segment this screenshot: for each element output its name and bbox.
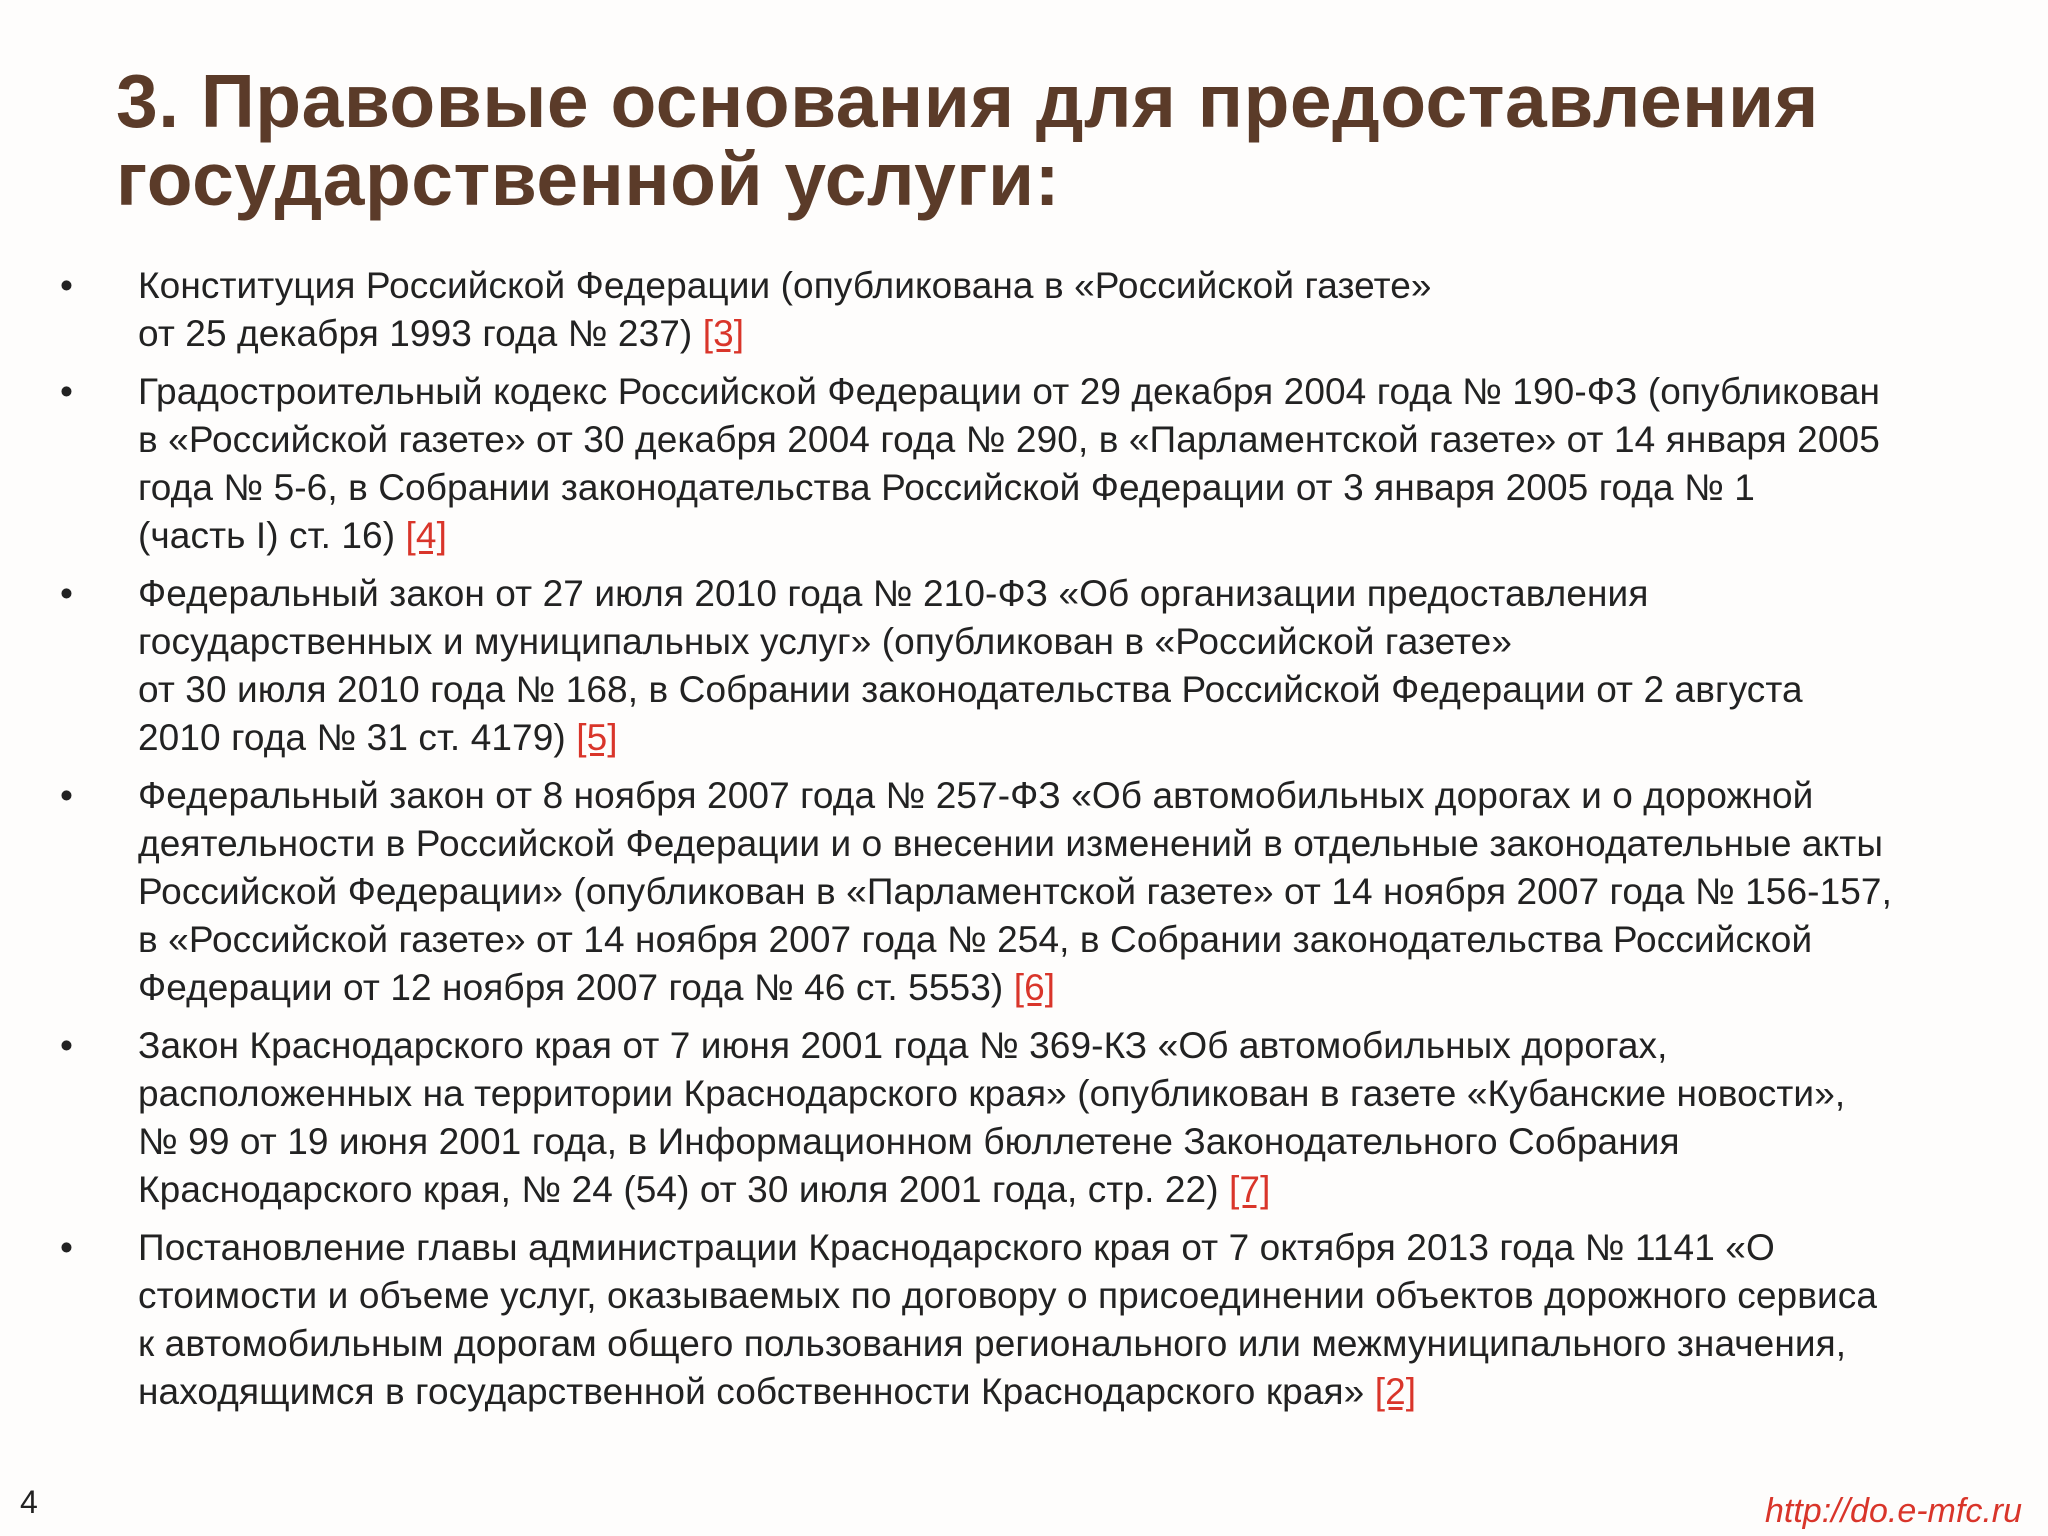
list-item-text: в «Российской газете» от 14 ноября 2007 года № 254, в Собрании законодательства Российской <box>138 919 1813 960</box>
footer-url-link[interactable]: http://do.e-mfc.ru <box>1765 1492 2022 1530</box>
list-item-text: Закон Краснодарского края от 7 июня 2001 года № 369-КЗ «Об автомобильных дорогах, <box>138 1025 1668 1066</box>
list-item-text: Конституция Российской Федерации (опубликована в «Российской газете» <box>138 265 1432 306</box>
bullet-icon: • <box>60 1227 73 1268</box>
list-item-text-line <box>138 1166 2020 1214</box>
list-item-text: Постановление главы администрации Краснодарского края от 7 октября 2013 года № 1141 «О <box>138 1227 1775 1268</box>
list-item-text-line <box>138 1070 2020 1118</box>
list-item-text-line <box>138 1272 2020 1320</box>
slide-title-line-1: 3. Правовые основания для предоставления <box>116 59 1819 143</box>
list-item-text-line <box>138 1022 2020 1070</box>
list-item-text-line <box>138 262 2020 310</box>
bullet-icon: • <box>60 573 73 614</box>
list-item-text: деятельности в Российской Федерации и о внесении изменений в отдельные законодательные акты <box>138 823 1884 864</box>
list-item-text: Федеральный закон от 27 июля 2010 года № 210-ФЗ «Об организации предоставления <box>138 573 1649 614</box>
list-item-text-line <box>138 964 2020 1012</box>
list-item-text-line <box>138 1368 2020 1416</box>
bullet-icon: • <box>60 265 73 306</box>
list-item-text-line <box>138 868 2020 916</box>
list-item-text: № 99 от 19 июня 2001 года, в Информационном бюллетене Законодательного Собрания <box>138 1121 1680 1162</box>
list-item-text: Российской Федерации» (опубликован в «Парламентской газете» от 14 ноября 2007 года № 156-157, <box>138 871 1892 912</box>
slide-title <box>116 59 1996 221</box>
list-item-text: года № 5-6, в Собрании законодательства Российской Федерации от 3 января 2005 года № 1 <box>138 467 1755 508</box>
list-item <box>60 1022 2020 1214</box>
legal-basis-list <box>60 262 2020 1426</box>
list-item-text-line <box>138 714 2020 762</box>
bullet-icon: • <box>60 775 73 816</box>
list-item-text: Градостроительный кодекс Российской Федерации от 29 декабря 2004 года № 190-ФЗ (опубликован <box>138 371 1881 412</box>
list-item-text-line <box>138 1224 2020 1272</box>
reference-link[interactable]: [7] <box>1229 1169 1271 1210</box>
list-item-text: Краснодарского края, № 24 (54) от 30 июля 2001 года, стр. 22) <box>138 1169 1219 1210</box>
page-number: 4 <box>20 1484 38 1520</box>
list-item-text-line <box>138 1118 2020 1166</box>
list-item-text: от 25 декабря 1993 года № 237) <box>138 313 693 354</box>
reference-link[interactable]: [2] <box>1374 1371 1417 1412</box>
list-item-text: стоимости и объеме услуг, оказываемых по договору о присоединении объектов дорожного сервиса <box>138 1275 1878 1316</box>
list-item-text-line <box>138 916 2020 964</box>
list-item-text: государственных и муниципальных услуг» (опубликован в «Российской газете» <box>138 621 1513 662</box>
list-item <box>60 368 2020 560</box>
list-item-text: (часть I) ст. 16) <box>138 515 396 556</box>
list-item-text-line <box>138 570 2020 618</box>
list-item-text: 2010 года № 31 ст. 4179) <box>138 717 566 758</box>
list-item-text: к автомобильным дорогам общего пользования регионального или межмуниципального значения, <box>138 1323 1847 1364</box>
list-item-text: Федеральный закон от 8 ноября 2007 года № 257-ФЗ «Об автомобильных дорогах и о дорожной <box>138 775 1814 816</box>
reference-link[interactable]: [5] <box>576 717 618 758</box>
reference-link[interactable]: [6] <box>1013 967 1056 1008</box>
list-item-text-line <box>138 618 2020 666</box>
slide-title-line-2: государственной услуги: <box>116 137 1061 221</box>
list-item-text: находящимся в государственной собственности Краснодарского края» <box>138 1371 1365 1412</box>
list-item <box>60 262 2020 358</box>
list-item-text-line <box>138 368 2020 416</box>
list-item-text: в «Российской газете» от 30 декабря 2004 года № 290, в «Парламентской газете» от 14 января 2005 <box>138 419 1880 460</box>
list-item <box>60 772 2020 1012</box>
bullet-icon: • <box>60 1025 73 1066</box>
list-item <box>60 570 2020 762</box>
reference-link[interactable]: [4] <box>405 515 447 556</box>
list-item-text-line <box>138 820 2020 868</box>
list-item-text-line <box>138 310 2020 358</box>
list-item <box>60 1224 2020 1416</box>
list-item-text-line <box>138 666 2020 714</box>
list-item-text: Федерации от 12 ноября 2007 года № 46 ст. 5553) <box>138 967 1004 1008</box>
list-item-text-line <box>138 512 2020 560</box>
reference-link[interactable]: [3] <box>702 313 745 354</box>
list-item-text: от 30 июля 2010 года № 168, в Собрании законодательства Российской Федерации от 2 августа <box>138 669 1803 710</box>
list-item-text-line <box>138 1320 2020 1368</box>
list-item-text-line <box>138 464 2020 512</box>
bullet-icon: • <box>60 371 73 412</box>
list-item-text-line <box>138 416 2020 464</box>
list-item-text: расположенных на территории Краснодарского края» (опубликован в газете «Кубанские новости», <box>138 1073 1846 1114</box>
list-item-text-line <box>138 772 2020 820</box>
